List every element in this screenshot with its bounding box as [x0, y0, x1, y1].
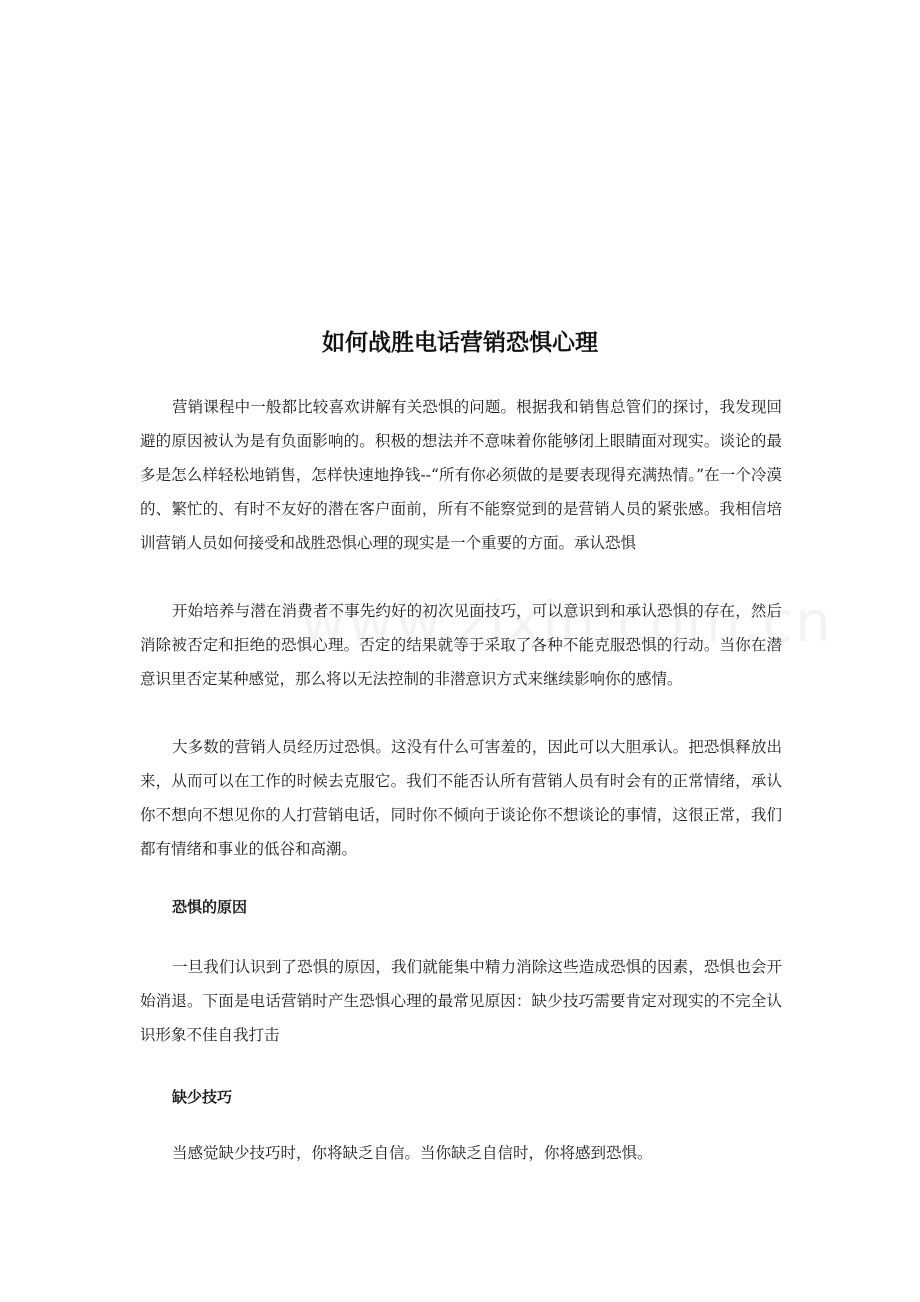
paragraph-causes: 一旦我们认识到了恐惧的原因，我们就能集中精力消除这些造成恐惧的因素，恐惧也会开始消退。下面是电话营销时产生恐惧心理的最常见原因：缺少技巧需要肯定对现实的不完全认识形象不佳自我打击	[140, 958, 782, 1044]
document-title: 如何战胜电话营销恐惧心理	[322, 330, 598, 356]
section-heading-causes: 恐惧的原因	[172, 898, 248, 916]
section-heading-lack-of-skill: 缺少技巧	[172, 1088, 233, 1106]
paragraph-lack-of-skill: 当感觉缺少技巧时，你将缺乏自信。当你缺乏自信时，你将感到恐惧。	[172, 1144, 653, 1162]
paragraph-experience-fear: 大多数的营销人员经历过恐惧。这没有什么可害羞的，因此可以大胆承认。把恐惧释放出来，从而可以在工作的时候去克服它。我们不能否认所有营销人员有时会有的正常情绪，承认你不想向不想见你的人打营销电话，同时你不倾向于谈论你不想谈论的事情，这很正常，我们都有情绪和事业的低谷和高潮。	[140, 738, 782, 858]
paragraph-intro: 营销课程中一般都比较喜欢讲解有关恐惧的问题。根据我和销售总管们的探讨，我发现回避的原因被认为是有负面影响的。积极的想法并不意味着你能够闭上眼睛面对现实。谈论的最多是怎么样轻松地销售，怎样快速地挣钱--“所有你必须做的是要表现得充满热情。”在一个冷漠的、繁忙的、有时不友好的潜在客户面前，所有不能察觉到的是营销人员的紧张感。我相信培训营销人员如何接受和战胜恐惧心理的现实是一个重要的方面。承认恐惧	[140, 398, 782, 552]
paragraph-acknowledge-fear: 开始培养与潜在消费者不事先约好的初次见面技巧，可以意识到和承认恐惧的存在，然后消除被否定和拒绝的恐惧心理。否定的结果就等于采取了各种不能克服恐惧的行动。当你在潜意识里否定某种感觉，那么将以无法控制的非潜意识方式来继续影响你的感情。	[140, 602, 782, 688]
